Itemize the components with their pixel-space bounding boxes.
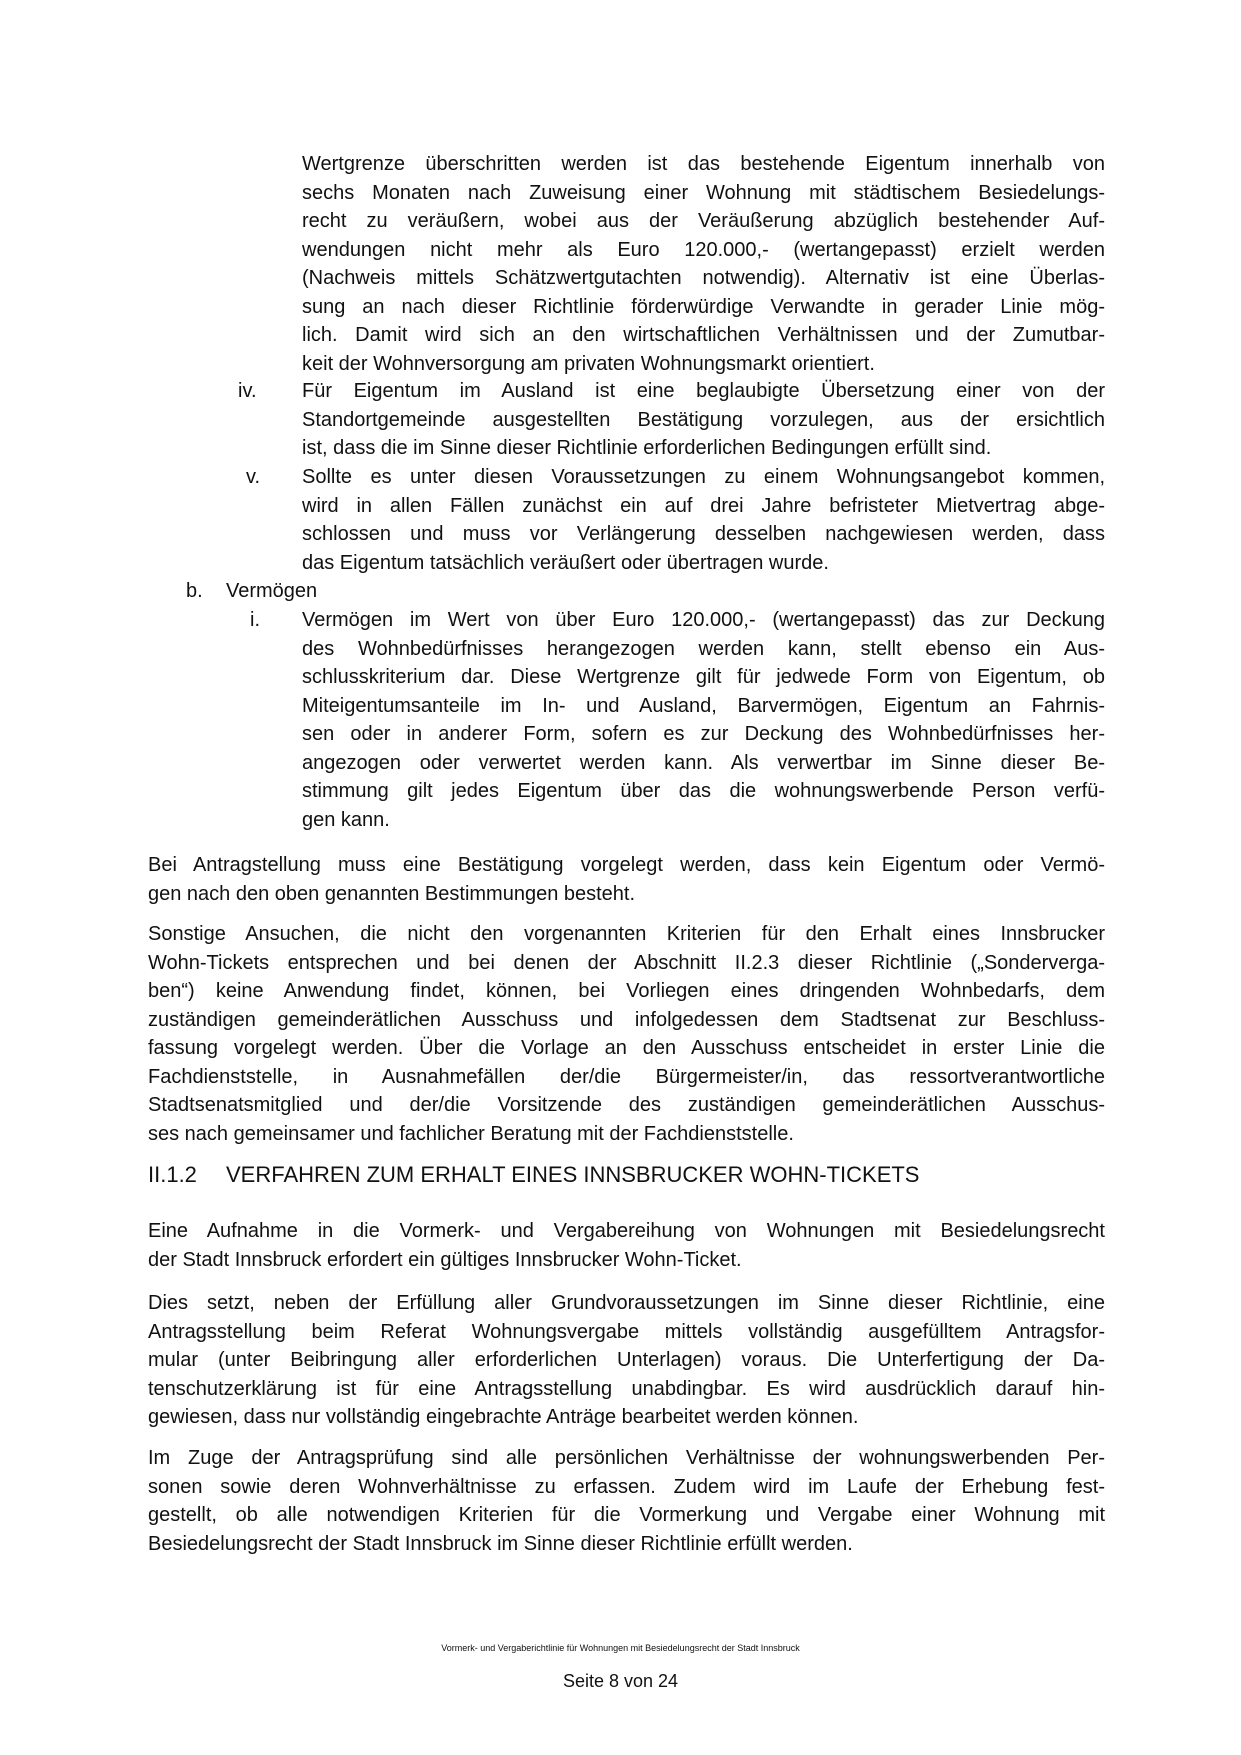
text-line: Miteigentumsanteile im In- und Ausland, Barvermögen, Eigentum an Fahrnis- [302,694,1105,717]
text-line: sechs Monaten nach Zuweisung einer Wohnung mit städtischem Besiedelungs- [302,181,1105,204]
text-line: recht zu veräußern, wobei aus der Veräußerung abzüglich bestehender Auf- [302,210,1105,232]
list-item-b-title: Vermögen [226,580,318,602]
text-line: schlusskriterium dar. Diese Wertgrenze gilt für jedwede Form von Eigentum, ob [302,666,1105,688]
text-line: gestellt, ob alle notwendigen Kriterien für die Vormerkung und Vergabe einer Wohnung mit [148,1504,1105,1526]
text-line: sung an nach dieser Richtlinie förderwürdige Verwandte in gerader Linie mög- [302,295,1105,318]
paragraph-application [148,1289,1105,1432]
text-line: Für Eigentum im Ausland ist eine beglaubigte Übersetzung einer von der [302,380,1105,402]
paragraph-confirmation [148,851,1105,908]
text-line: ist, dass die im Sinne dieser Richtlinie erforderlichen Bedingungen erfüllt sind. [302,437,992,459]
section-title: VERFAHREN ZUM ERHALT EINES INNSBRUCKER WOHN-TICKETS [226,1162,920,1187]
section-number: II.1.2 [148,1162,197,1187]
text-line: Dies setzt, neben der Erfüllung aller Grundvoraussetzungen im Sinne dieser Richtlinie, eine [148,1292,1105,1314]
list-marker-b-i: i. [250,609,260,631]
list-marker-v: v. [246,466,261,488]
text-line: Stadtsenatsmitglied und der/die Vorsitzende des zuständigen gemeinderätlichen Ausschus- [148,1094,1105,1116]
text-line: Sonstige Ansuchen, die nicht den vorgenannten Kriterien für den Erhalt eines Innsbrucker [148,923,1105,945]
footer-page-number: Seite 8 von 24 [562,1671,679,1691]
text-line: angezogen oder verwertet werden kann. Als verwertbar im Sinne dieser Be- [302,751,1105,774]
text-line: das Eigentum tatsächlich veräußert oder übertragen wurde. [302,551,829,574]
section-heading [148,1160,919,1190]
text-line: Vermögen im Wert von über Euro 120.000,- (wertangepasst) das zur Deckung [302,609,1105,631]
text-line: ses nach gemeinsamer und fachlicher Beratung mit der Fachdienststelle. [148,1122,794,1145]
text-line: Antragsstellung beim Referat Wohnungsvergabe mittels vollständig ausgefülltem Antragsfor- [148,1320,1105,1343]
paragraph-review [148,1444,1105,1558]
text-line: der Stadt Innsbruck erfordert ein gültiges Innsbrucker Wohn-Ticket. [148,1248,742,1271]
text-line: Standortgemeinde ausgestellten Bestätigung vorzulegen, aus der ersichtlich [302,408,1105,431]
text-line: wendungen nicht mehr als Euro 120.000,- (wertangepasst) erzielt werden [302,238,1105,261]
text-line: zuständigen gemeinderätlichen Ausschuss und infolgedessen dem Stadtsenat zur Beschluss- [148,1008,1105,1031]
text-line: gen nach den oben genannten Bestimmungen besteht. [148,882,636,905]
text-line: wird in allen Fällen zunächst ein auf drei Jahre befristeter Mietvertrag abge- [302,494,1105,517]
text-line: ben“) keine Anwendung findet, können, bei Vorliegen eines dringenden Wohnbedarfs, dem [148,980,1105,1002]
text-line: mular (unter Beibringung aller erforderlichen Unterlagen) voraus. Die Unterfertigung der Da- [148,1349,1105,1371]
text-line: fassung vorgelegt werden. Über die Vorlage an den Ausschuss entscheidet in erster Linie die [148,1037,1105,1059]
text-line: des Wohnbedürfnisses herangezogen werden kann, stellt ebenso ein Aus- [302,637,1105,660]
text-line: stimmung gilt jedes Eigentum über das die wohnungswerbende Person verfü- [302,780,1105,802]
list-marker-iv: iv. [238,380,257,402]
text-line: lich. Damit wird sich an den wirtschaftlichen Verhältnissen und der Zumutbar- [302,324,1105,346]
text-line: keit der Wohnversorgung am privaten Wohnungsmarkt orientiert. [302,352,875,375]
text-line: schlossen und muss vor Verlängerung desselben nachgewiesen werden, dass [302,523,1105,545]
text-line: Besiedelungsrecht der Stadt Innsbruck im Sinne dieser Richtlinie erfüllt werden. [148,1532,853,1555]
text-line: gen kann. [302,808,390,831]
text-line: Eine Aufnahme in die Vormerk- und Vergabereihung von Wohnungen mit Besiedelungsrecht [148,1220,1105,1242]
list-item-b-i [302,606,1105,834]
text-line: gewiesen, dass nur vollständig eingebrachte Anträge bearbeitet werden können. [148,1406,859,1428]
footer-document-title: Vormerk- und Vergaberichtlinie für Wohnungen mit Besiedelungsrecht der Stadt Innsbruck [441,1643,800,1653]
text-line: (Nachweis mittels Schätzwertgutachten notwendig). Alternativ ist eine Überlas- [302,267,1105,289]
text-line: tenschutzerklärung ist für eine Antragsstellung unabdingbar. Es wird ausdrücklich darauf hin- [148,1377,1105,1400]
text-line: Bei Antragstellung muss eine Bestätigung vorgelegt werden, dass kein Eigentum oder Vermö- [148,854,1105,876]
text-line: Im Zuge der Antragsprüfung sind alle persönlichen Verhältnisse der wohnungswerbenden Per- [148,1447,1105,1469]
list-item-iv [302,377,1105,463]
continuation-paragraph [302,150,1105,378]
text-line: Wohn-Tickets entsprechen und bei denen der Abschnitt II.2.3 dieser Richtlinie („Sonderverga- [148,951,1105,974]
text-line: Sollte es unter diesen Voraussetzungen zu einem Wohnungsangebot kommen, [302,466,1105,488]
text-line: sen oder in anderer Form, sofern es zur Deckung des Wohnbedürfnisses her- [302,723,1105,745]
list-marker-b: b. [186,580,203,602]
text-line: sonen sowie deren Wohnverhältnisse zu erfassen. Zudem wird im Laufe der Erhebung fest- [148,1475,1105,1498]
paragraph-other-applications [148,920,1105,1148]
paragraph-admission [148,1217,1105,1274]
text-line: Wertgrenze überschritten werden ist das bestehende Eigentum innerhalb von [302,153,1105,175]
text-line: Fachdienststelle, in Ausnahmefällen der/die Bürgermeister/in, das ressortverantwortliche [148,1065,1105,1088]
list-item-v [302,463,1105,577]
